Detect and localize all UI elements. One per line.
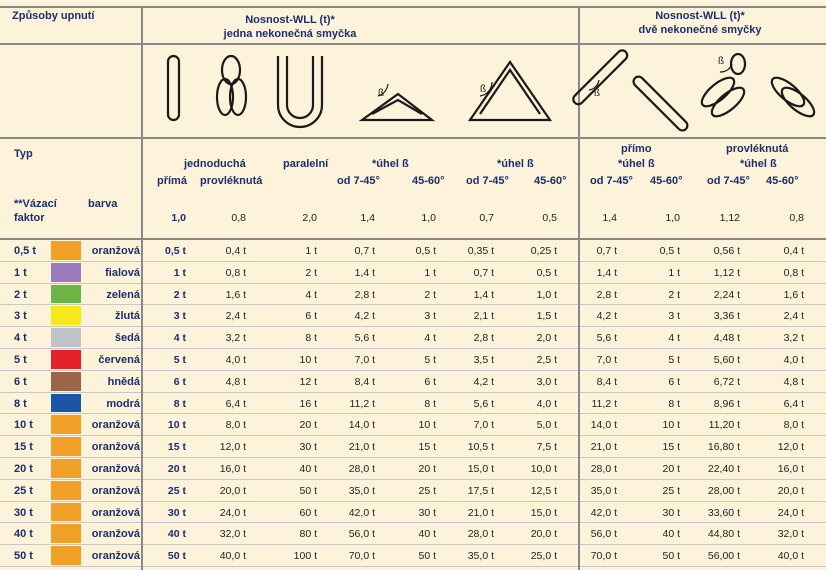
value-cell: 3,36 t — [713, 310, 740, 323]
faktor-label: faktor — [14, 212, 45, 224]
color-swatch — [51, 328, 81, 347]
color-swatch — [51, 524, 81, 543]
value-cell: 3,2 t — [783, 332, 804, 345]
value-cell: 15 t — [167, 441, 186, 454]
value-cell: 20,0 t — [530, 528, 557, 541]
value-cell: 10 t — [167, 419, 186, 432]
value-cell: 7,0 t — [354, 354, 375, 366]
row-divider — [0, 544, 826, 545]
capacity-label: 50 t — [14, 550, 33, 563]
angle-sling-small-icon — [362, 84, 432, 120]
value-cell: 4,8 t — [783, 375, 804, 388]
color-name: modrá — [106, 397, 140, 410]
straight-sling-icon — [168, 56, 179, 120]
color-swatch — [51, 306, 81, 325]
value-cell: 12 t — [299, 375, 317, 388]
value-cell: 80 t — [299, 528, 317, 541]
value-cell: 21,0 t — [467, 506, 494, 519]
capacity-label: 20 t — [14, 463, 33, 475]
prima-label: přímá — [157, 175, 187, 187]
value-cell: 1 t — [424, 266, 436, 279]
value-cell: 40,0 t — [219, 550, 246, 563]
value-cell: 1 t — [668, 266, 680, 279]
color-swatch — [51, 459, 81, 478]
value-cell: 1,0 t — [536, 288, 557, 301]
value-cell: 25,0 t — [530, 550, 557, 563]
row-divider — [0, 348, 826, 349]
value-cell: 25 t — [418, 484, 436, 497]
value-cell: 5,6 t — [354, 332, 375, 345]
value-cell: 28,0 t — [467, 528, 494, 541]
od-3: od 7-45° — [590, 175, 633, 187]
value-cell: 20 t — [662, 463, 680, 475]
color-name: zelená — [106, 288, 140, 301]
single-loop-subtitle: jedna nekonečná smyčka — [223, 28, 357, 40]
value-cell: 0,8 t — [225, 266, 246, 279]
value-cell: 50 t — [418, 550, 436, 563]
color-swatch — [51, 285, 81, 304]
color-name: hnědá — [107, 375, 140, 388]
value-cell: 4,8 t — [225, 375, 246, 388]
color-name: fialová — [105, 266, 140, 279]
paralelni-label: paralelní — [283, 158, 329, 170]
value-cell: 1,6 t — [225, 288, 246, 301]
factor-cell: 1,4 — [602, 212, 617, 224]
color-name: červená — [98, 354, 140, 366]
value-cell: 2,0 t — [536, 332, 557, 345]
value-cell: 8,96 t — [713, 397, 740, 410]
value-cell: 2,24 t — [713, 288, 740, 301]
row-divider — [0, 283, 826, 284]
capacity-label: 5 t — [14, 354, 27, 366]
capacity-label: 8 t — [14, 397, 27, 410]
color-swatch — [51, 263, 81, 282]
od-4: od 7-45° — [707, 175, 750, 187]
value-cell: 40 t — [167, 528, 186, 541]
value-cell: 35,0 t — [467, 550, 494, 563]
value-cell: 3,0 t — [536, 375, 557, 388]
value-cell: 40,0 t — [777, 550, 804, 563]
capacity-label: 40 t — [14, 528, 33, 541]
value-cell: 8,0 t — [783, 419, 804, 432]
value-cell: 6,4 t — [783, 397, 804, 410]
value-cell: 0,35 t — [467, 245, 494, 257]
a-4: 45-60° — [766, 175, 799, 187]
value-cell: 2 t — [305, 266, 317, 279]
value-cell: 25 t — [662, 484, 680, 497]
capacity-label: 2 t — [14, 288, 27, 301]
value-cell: 11,2 t — [591, 397, 617, 410]
value-cell: 4 t — [424, 332, 436, 345]
value-cell: 28,0 t — [348, 463, 375, 475]
color-name: oranžová — [91, 550, 140, 563]
capacity-label: 3 t — [14, 310, 27, 323]
row-divider — [0, 413, 826, 414]
capacity-label: 1 t — [14, 266, 27, 279]
value-cell: 56,0 t — [348, 528, 375, 541]
sling-diagrams — [0, 0, 826, 140]
capacity-label: 10 t — [14, 419, 33, 432]
double-choked-sling-icon — [698, 54, 819, 121]
factor-cell: 0,7 — [479, 212, 494, 224]
value-cell: 8 t — [668, 397, 680, 410]
value-cell: 0,7 t — [473, 266, 494, 279]
uhel-beta-3: *úhel ß — [618, 158, 655, 170]
value-cell: 2,8 t — [473, 332, 494, 345]
value-cell: 24,0 t — [777, 506, 804, 519]
color-name: oranžová — [91, 441, 140, 454]
value-cell: 42,0 t — [348, 506, 375, 519]
value-cell: 16 t — [299, 397, 317, 410]
value-cell: 3,2 t — [225, 332, 246, 345]
single-loop-title: Nosnost-WLL (t)* — [245, 14, 335, 26]
value-cell: 2,4 t — [783, 310, 804, 323]
parallel-sling-icon — [278, 56, 322, 127]
factor-cell: 0,8 — [231, 212, 246, 224]
value-cell: 40 t — [662, 528, 680, 541]
color-swatch — [51, 350, 81, 369]
value-cell: 6,72 t — [713, 375, 740, 388]
uhel-beta-4: *úhel ß — [740, 158, 777, 170]
value-cell: 20 t — [418, 463, 436, 475]
value-cell: 14,0 t — [590, 419, 617, 432]
value-cell: 17,5 t — [467, 484, 494, 497]
value-cell: 60 t — [299, 506, 317, 519]
color-swatch — [51, 394, 81, 413]
row-divider — [0, 392, 826, 393]
value-cell: 4,0 t — [783, 354, 804, 366]
beta-label-1: ß — [378, 88, 385, 99]
value-cell: 8 t — [424, 397, 436, 410]
factor-cell: 0,8 — [789, 212, 804, 224]
beta-label-4: ß — [718, 56, 725, 67]
value-cell: 0,4 t — [225, 245, 246, 257]
value-cell: 50 t — [662, 550, 680, 563]
color-name: oranžová — [91, 463, 140, 475]
beta-label-3: ß — [594, 88, 601, 99]
row-divider — [0, 566, 826, 567]
value-cell: 4 t — [668, 332, 680, 345]
color-name: oranžová — [91, 506, 140, 519]
typ-label: Typ — [14, 148, 33, 160]
row-divider — [0, 457, 826, 458]
double-straight-sling-icon — [571, 48, 689, 132]
value-cell: 10 t — [299, 354, 317, 366]
value-cell: 0,4 t — [783, 245, 804, 257]
value-cell: 2 t — [173, 288, 186, 301]
value-cell: 30 t — [662, 506, 680, 519]
value-cell: 6 t — [424, 375, 436, 388]
factor-cell: 1,12 — [719, 212, 740, 224]
value-cell: 40 t — [418, 528, 436, 541]
color-swatch — [51, 437, 81, 456]
row-divider — [0, 501, 826, 502]
value-cell: 16,0 t — [219, 463, 246, 475]
value-cell: 0,25 t — [530, 245, 557, 257]
row-divider — [0, 479, 826, 480]
vazaci-label: **Vázací — [14, 198, 57, 210]
value-cell: 1,12 t — [713, 266, 740, 279]
value-cell: 5,0 t — [536, 419, 557, 432]
value-cell: 2 t — [668, 288, 680, 301]
value-cell: 4,2 t — [354, 310, 375, 323]
value-cell: 20 t — [299, 419, 317, 432]
value-cell: 3 t — [668, 310, 680, 323]
value-cell: 21,0 t — [348, 441, 375, 454]
value-cell: 7,0 t — [473, 419, 494, 432]
value-cell: 0,56 t — [713, 245, 740, 257]
color-swatch — [51, 546, 81, 565]
value-cell: 4,0 t — [225, 354, 246, 366]
value-cell: 1,5 t — [536, 310, 557, 323]
value-cell: 10 t — [662, 419, 680, 432]
value-cell: 2,8 t — [354, 288, 375, 301]
color-name: žlutá — [114, 310, 140, 323]
a-2: 45-60° — [534, 175, 567, 187]
row-divider — [0, 435, 826, 436]
row-divider — [0, 370, 826, 371]
value-cell: 5,6 t — [473, 397, 494, 410]
color-swatch — [51, 372, 81, 391]
value-cell: 5,60 t — [713, 354, 740, 366]
capacity-label: 6 t — [14, 375, 27, 388]
value-cell: 20 t — [167, 463, 186, 475]
factor-cell: 1,0 — [665, 212, 680, 224]
value-cell: 21,0 t — [590, 441, 617, 454]
value-cell: 15 t — [418, 441, 436, 454]
color-swatch — [51, 415, 81, 434]
value-cell: 56,00 t — [707, 550, 740, 563]
value-cell: 1 t — [305, 245, 317, 257]
row-divider — [0, 522, 826, 523]
value-cell: 42,0 t — [590, 506, 617, 519]
factor-cell: 1,4 — [360, 212, 375, 224]
value-cell: 5 t — [424, 354, 436, 366]
capacity-label: 0,5 t — [14, 245, 37, 257]
value-cell: 70,0 t — [590, 550, 617, 563]
value-cell: 8 t — [173, 397, 186, 410]
value-cell: 3 t — [424, 310, 436, 323]
value-cell: 56,0 t — [590, 528, 617, 541]
value-cell: 32,0 t — [219, 528, 246, 541]
value-cell: 1,6 t — [783, 288, 804, 301]
value-cell: 4,0 t — [536, 397, 557, 410]
value-cell: 6 t — [305, 310, 317, 323]
value-cell: 15 t — [662, 441, 680, 454]
value-cell: 4,2 t — [473, 375, 494, 388]
value-cell: 1,4 t — [354, 266, 375, 279]
value-cell: 12,0 t — [219, 441, 246, 454]
value-cell: 10,0 t — [530, 463, 557, 475]
value-cell: 15,0 t — [467, 463, 494, 475]
value-cell: 0,5 t — [164, 245, 186, 257]
value-cell: 6 t — [173, 375, 186, 388]
value-cell: 8,4 t — [354, 375, 375, 388]
value-cell: 24,0 t — [219, 506, 246, 519]
primo-label: přímo — [621, 143, 652, 155]
color-name: oranžová — [91, 419, 140, 432]
value-cell: 8,4 t — [596, 375, 617, 388]
value-cell: 14,0 t — [348, 419, 375, 432]
color-name: šedá — [114, 332, 140, 345]
value-cell: 16,0 t — [777, 463, 804, 475]
value-cell: 22,40 t — [707, 463, 740, 475]
capacity-label: 4 t — [14, 332, 27, 345]
value-cell: 2,8 t — [596, 288, 617, 301]
factor-bottom-line — [0, 238, 826, 240]
value-cell: 8,0 t — [225, 419, 246, 432]
beta-label-2: ß — [480, 84, 487, 95]
value-cell: 4,48 t — [713, 332, 740, 345]
value-cell: 11,2 t — [349, 397, 375, 410]
value-cell: 100 t — [293, 550, 317, 563]
value-cell: 2,1 t — [473, 310, 494, 323]
value-cell: 8 t — [305, 332, 317, 345]
value-cell: 20,0 t — [219, 484, 246, 497]
barva-label: barva — [88, 198, 118, 210]
value-cell: 4 t — [305, 288, 317, 301]
double-loop-title: Nosnost-WLL (t)* — [655, 10, 745, 22]
value-cell: 1,4 t — [596, 266, 617, 279]
value-cell: 3 t — [173, 310, 186, 323]
color-swatch — [51, 241, 81, 260]
double-loop-subtitle: dvě nekonečné smyčky — [638, 24, 762, 36]
od-2: od 7-45° — [466, 175, 509, 187]
factor-cell: 1,0 — [171, 212, 186, 224]
value-cell: 40 t — [299, 463, 317, 475]
value-cell: 50 t — [167, 550, 186, 563]
value-cell: 30 t — [299, 441, 317, 454]
choked-sling-icon — [217, 56, 246, 115]
factor-cell: 0,5 — [542, 212, 557, 224]
zpusoby-upnuti-label: Způsoby upnutí — [12, 10, 95, 22]
value-cell: 0,7 t — [354, 245, 375, 257]
color-swatch — [51, 503, 81, 522]
angle-sling-large-icon — [470, 62, 550, 120]
provleknuta-2-label: provléknutá — [726, 143, 789, 155]
value-cell: 6 t — [668, 375, 680, 388]
value-cell: 2 t — [424, 288, 436, 301]
value-cell: 7,0 t — [596, 354, 617, 366]
value-cell: 4,2 t — [596, 310, 617, 323]
value-cell: 10,5 t — [467, 441, 494, 454]
value-cell: 10 t — [418, 419, 436, 432]
value-cell: 2,5 t — [536, 354, 557, 366]
row-divider — [0, 261, 826, 262]
od-1: od 7-45° — [337, 175, 380, 187]
value-cell: 15,0 t — [530, 506, 557, 519]
value-cell: 0,5 t — [536, 266, 557, 279]
value-cell: 0,5 t — [659, 245, 680, 257]
value-cell: 32,0 t — [777, 528, 804, 541]
value-cell: 20,0 t — [777, 484, 804, 497]
value-cell: 5,6 t — [596, 332, 617, 345]
value-cell: 7,5 t — [536, 441, 557, 454]
value-cell: 11,20 t — [708, 419, 740, 432]
uhel-beta-1: *úhel ß — [372, 158, 409, 170]
value-cell: 28,0 t — [590, 463, 617, 475]
value-cell: 35,0 t — [590, 484, 617, 497]
value-cell: 25 t — [167, 484, 186, 497]
value-cell: 30 t — [418, 506, 436, 519]
value-cell: 50 t — [299, 484, 317, 497]
value-cell: 44,80 t — [707, 528, 740, 541]
value-cell: 12,0 t — [777, 441, 804, 454]
factor-cell: 2,0 — [302, 212, 317, 224]
provleknuta-label: provléknutá — [200, 175, 263, 187]
a-1: 45-60° — [412, 175, 445, 187]
a-3: 45-60° — [650, 175, 683, 187]
color-name: oranžová — [91, 245, 140, 257]
value-cell: 1,4 t — [473, 288, 494, 301]
value-cell: 2,4 t — [225, 310, 246, 323]
value-cell: 5 t — [173, 354, 186, 366]
value-cell: 0,7 t — [596, 245, 617, 257]
value-cell: 70,0 t — [348, 550, 375, 563]
value-cell: 4 t — [173, 332, 186, 345]
color-swatch — [51, 481, 81, 500]
value-cell: 30 t — [167, 506, 186, 519]
value-cell: 12,5 t — [530, 484, 557, 497]
value-cell: 16,80 t — [707, 441, 740, 454]
color-name: oranžová — [91, 528, 140, 541]
value-cell: 1 t — [173, 266, 186, 279]
capacity-label: 30 t — [14, 506, 33, 519]
row-divider — [0, 304, 826, 305]
capacity-label: 15 t — [14, 441, 33, 454]
value-cell: 3,5 t — [473, 354, 494, 366]
value-cell: 5 t — [668, 354, 680, 366]
value-cell: 6,4 t — [225, 397, 246, 410]
value-cell: 0,5 t — [415, 245, 436, 257]
capacity-label: 25 t — [14, 484, 33, 497]
uhel-beta-2: *úhel ß — [497, 158, 534, 170]
value-cell: 0,8 t — [783, 266, 804, 279]
value-cell: 28,00 t — [707, 484, 740, 497]
value-cell: 35,0 t — [348, 484, 375, 497]
factor-cell: 1,0 — [421, 212, 436, 224]
color-name: oranžová — [91, 484, 140, 497]
jednoducha-label: jednoduchá — [184, 158, 246, 170]
row-divider — [0, 326, 826, 327]
value-cell: 33,60 t — [707, 506, 740, 519]
